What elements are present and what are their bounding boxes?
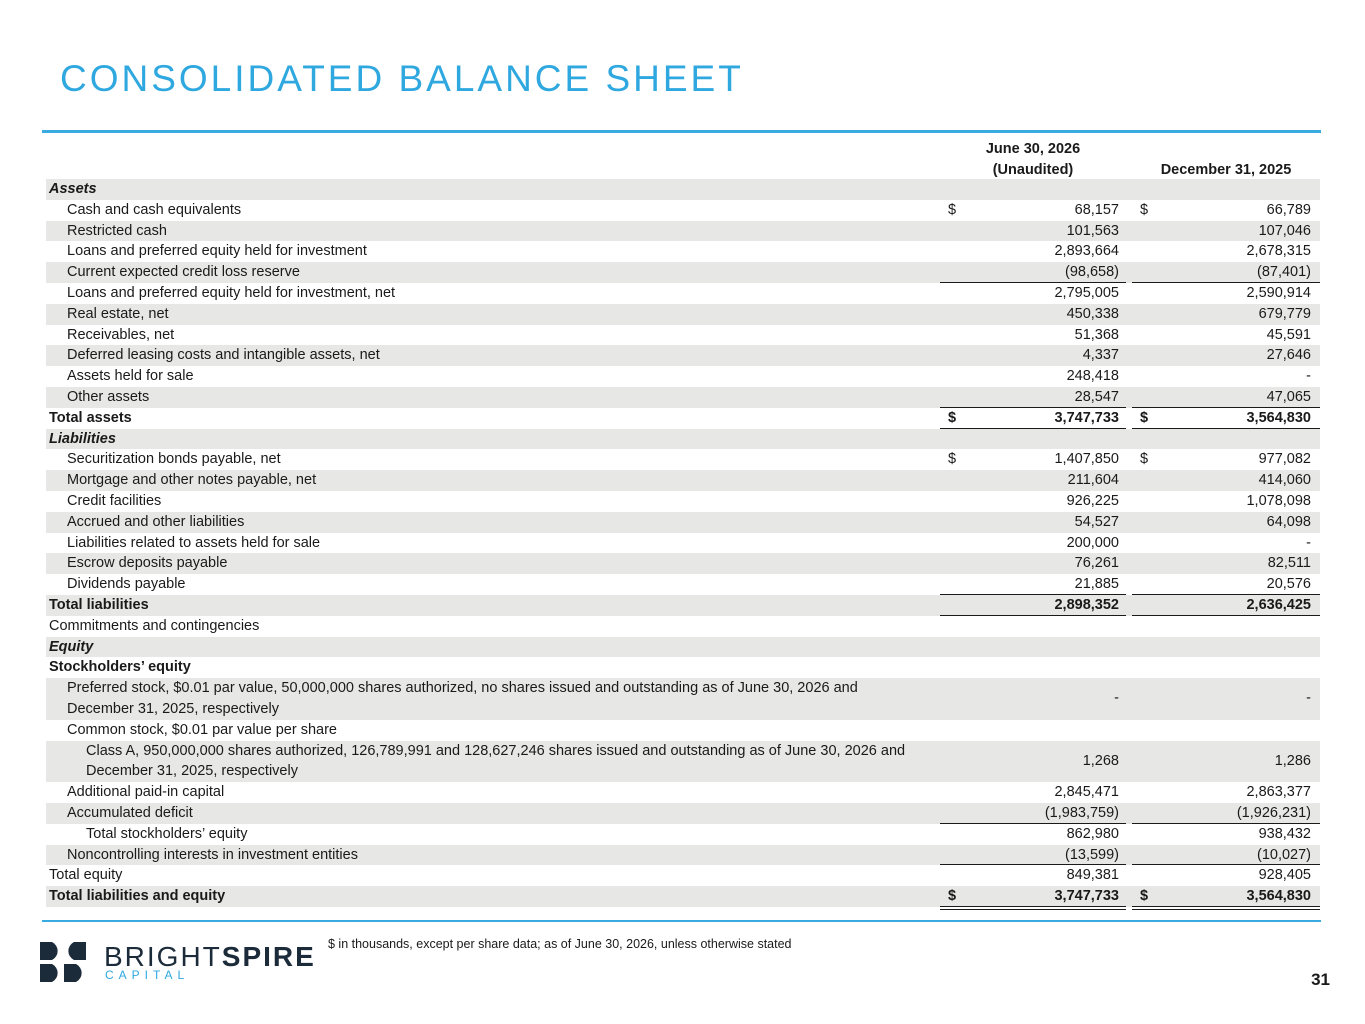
table-row: [46, 803, 1320, 824]
row-label: Dividends payable: [67, 576, 186, 593]
row-label: Stockholders’ equity: [49, 659, 191, 676]
total-double-underline: [940, 906, 1126, 910]
table-row: [46, 886, 1320, 907]
row-label: Liabilities: [49, 430, 116, 447]
value-december-2025: 45,591: [1266, 326, 1311, 343]
value-june-2026: 21,885: [1074, 576, 1119, 593]
value-december-2025: 27,646: [1266, 347, 1311, 364]
value-december-2025: (10,027): [1256, 846, 1311, 863]
table-row: [46, 429, 1320, 450]
top-rule: [42, 130, 1321, 133]
value-december-2025: (1,926,231): [1236, 804, 1311, 821]
row-label: Total stockholders’ equity: [86, 825, 248, 842]
table-row: [46, 408, 1320, 429]
table-row: [46, 741, 1320, 783]
dollar-sign: $: [948, 451, 957, 468]
table-row: [46, 470, 1320, 491]
dollar-sign: $: [948, 201, 957, 218]
table-row: [46, 553, 1320, 574]
dollar-sign: $: [1140, 201, 1149, 218]
table-row: [46, 325, 1320, 346]
value-june-2026: 3,747,733: [1054, 409, 1119, 426]
value-june-2026: (1,983,759): [1044, 804, 1119, 821]
value-december-2025: 938,432: [1258, 825, 1311, 842]
row-label: Total assets: [49, 409, 132, 426]
dollar-sign: $: [948, 888, 957, 905]
value-june-2026: 862,980: [1066, 825, 1119, 842]
logo-word-bold: SPIRE: [221, 941, 316, 972]
row-label: Assets: [49, 181, 97, 197]
value-june-2026: 2,898,352: [1054, 596, 1119, 613]
table-row: [46, 491, 1320, 512]
table-row: [46, 512, 1320, 533]
table-row: [46, 345, 1320, 366]
logo-word-light: BRIGHT: [104, 941, 222, 972]
value-june-2026: 1,268: [1082, 752, 1119, 769]
footnote: $ in thousands, except per share data; as of June 30, 2026, unless otherwise stated: [328, 937, 792, 951]
value-june-2026: 51,368: [1074, 326, 1119, 343]
table-row: [46, 366, 1320, 387]
table-row: [46, 387, 1320, 408]
value-june-2026: 76,261: [1074, 555, 1119, 572]
column-header-december-2025: December 31, 2025: [1160, 162, 1292, 178]
row-label: Credit facilities: [67, 492, 162, 509]
value-june-2026: 200,000: [1066, 534, 1119, 551]
value-december-2025: 66,789: [1266, 201, 1311, 218]
row-label: Securitization bonds payable, net: [67, 451, 281, 468]
table-row: [46, 824, 1320, 845]
row-label: Loans and preferred equity held for investment, net: [67, 284, 396, 301]
row-label: Receivables, net: [67, 326, 175, 343]
row-label: Class A, 950,000,000 shares authorized, 126,789,991 and 128,627,246 shares issued and outstanding as of June 30, 2026 and December 31, 2025, respectively: [86, 742, 906, 780]
row-label: Mortgage and other notes payable, net: [67, 472, 317, 489]
table-row: [46, 678, 1320, 720]
value-december-2025: 3,564,830: [1246, 409, 1311, 426]
table-row: [46, 449, 1320, 470]
brightspire-logo: [40, 940, 316, 988]
table-row: [46, 200, 1320, 221]
value-december-2025: 679,779: [1258, 305, 1311, 322]
logo-mark-icon: [40, 940, 88, 984]
value-december-2025: 2,590,914: [1246, 284, 1311, 301]
row-label: Deferred leasing costs and intangible assets, net: [67, 347, 380, 364]
row-label: Assets held for sale: [67, 368, 194, 385]
row-label: Common stock, $0.01 par value per share: [67, 721, 337, 738]
value-june-2026: 849,381: [1066, 867, 1119, 884]
value-december-2025: 64,098: [1266, 513, 1311, 530]
value-june-2026: 28,547: [1074, 388, 1119, 405]
value-december-2025: 977,082: [1258, 451, 1311, 468]
row-label: Commitments and contingencies: [49, 617, 260, 634]
value-december-2025: 2,678,315: [1246, 243, 1311, 260]
column-header-date: June 30, 2026: [985, 141, 1081, 157]
table-row: [46, 283, 1320, 304]
row-label: Equity: [49, 638, 94, 655]
value-june-2026: (98,658): [1064, 264, 1119, 281]
value-december-2025: 20,576: [1266, 576, 1311, 593]
value-december-2025: 414,060: [1258, 472, 1311, 489]
value-december-2025: 3,564,830: [1246, 888, 1311, 905]
value-june-2026: 248,418: [1066, 368, 1119, 385]
value-december-2025: 1,078,098: [1246, 492, 1311, 509]
table-row: [46, 845, 1320, 866]
column-header-unaudited: (Unaudited): [992, 162, 1074, 178]
table-row: [46, 304, 1320, 325]
value-june-2026: 4,337: [1082, 347, 1119, 364]
value-december-2025: (87,401): [1256, 264, 1311, 281]
value-december-2025: 2,636,425: [1246, 596, 1311, 613]
value-june-2026: 211,604: [1067, 472, 1119, 489]
row-label: Total liabilities and equity: [49, 888, 226, 905]
value-december-2025: -: [1306, 368, 1311, 385]
table-row: [46, 616, 1320, 637]
row-label: Liabilities related to assets held for sale: [67, 534, 321, 551]
bottom-rule: [42, 920, 1321, 922]
row-label: Total liabilities: [49, 596, 149, 613]
value-june-2026: 101,563: [1066, 222, 1119, 239]
row-label: Escrow deposits payable: [67, 555, 228, 572]
value-december-2025: 1,286: [1274, 752, 1311, 769]
row-label: Accumulated deficit: [67, 804, 193, 821]
value-december-2025: 107,046: [1258, 222, 1311, 239]
value-june-2026: -: [1114, 690, 1119, 707]
row-label: Total equity: [49, 867, 123, 884]
page-number: 31: [1311, 970, 1330, 989]
row-label: Preferred stock, $0.01 par value, 50,000,000 shares authorized, no shares issued and outstanding as of June 30, 2026 and December 31, 2025, respectively: [67, 680, 858, 717]
value-june-2026: 1,407,850: [1054, 451, 1119, 468]
table-row: [46, 637, 1320, 658]
total-double-underline: [1132, 906, 1320, 910]
table-row: [46, 262, 1320, 283]
balance-sheet-table: [46, 179, 1320, 907]
table-row: [46, 720, 1320, 741]
value-june-2026: 68,157: [1074, 201, 1119, 218]
column-header-june-2026: [940, 139, 1126, 181]
value-december-2025: 2,863,377: [1246, 784, 1311, 801]
value-june-2026: 2,845,471: [1054, 784, 1119, 801]
row-label: Loans and preferred equity held for investment: [67, 243, 367, 260]
logo-subtitle: CAPITAL: [105, 968, 190, 982]
row-label: Additional paid-in capital: [67, 784, 225, 801]
row-label: Real estate, net: [67, 305, 169, 322]
dollar-sign: $: [1140, 451, 1149, 468]
value-june-2026: 450,338: [1066, 305, 1119, 322]
value-june-2026: 2,893,664: [1054, 243, 1119, 260]
dollar-sign: $: [948, 409, 957, 426]
table-row: [46, 241, 1320, 262]
row-label: Current expected credit loss reserve: [67, 264, 300, 281]
row-label: Cash and cash equivalents: [67, 201, 242, 218]
table-row: [46, 574, 1320, 595]
value-december-2025: -: [1306, 690, 1311, 707]
table-row: [46, 657, 1320, 678]
value-june-2026: 3,747,733: [1054, 888, 1119, 905]
value-june-2026: 926,225: [1066, 492, 1119, 509]
value-december-2025: 928,405: [1258, 867, 1311, 884]
table-row: [46, 533, 1320, 554]
page-title: CONSOLIDATED BALANCE SHEET: [60, 58, 744, 99]
row-label: Accrued and other liabilities: [67, 513, 245, 530]
value-june-2026: 2,795,005: [1054, 284, 1119, 301]
value-december-2025: 82,511: [1267, 555, 1311, 572]
table-row: [46, 179, 1320, 200]
table-row: [46, 865, 1320, 886]
dollar-sign: $: [1140, 888, 1149, 905]
value-december-2025: -: [1306, 534, 1311, 551]
value-june-2026: 54,527: [1074, 513, 1119, 530]
table-row: [46, 221, 1320, 242]
value-december-2025: 47,065: [1266, 388, 1311, 405]
table-row: [46, 595, 1320, 616]
row-label: Noncontrolling interests in investment entities: [67, 846, 358, 863]
table-row: [46, 782, 1320, 803]
value-june-2026: (13,599): [1064, 846, 1119, 863]
row-label: Other assets: [67, 388, 150, 405]
dollar-sign: $: [1140, 409, 1149, 426]
row-label: Restricted cash: [67, 222, 167, 239]
